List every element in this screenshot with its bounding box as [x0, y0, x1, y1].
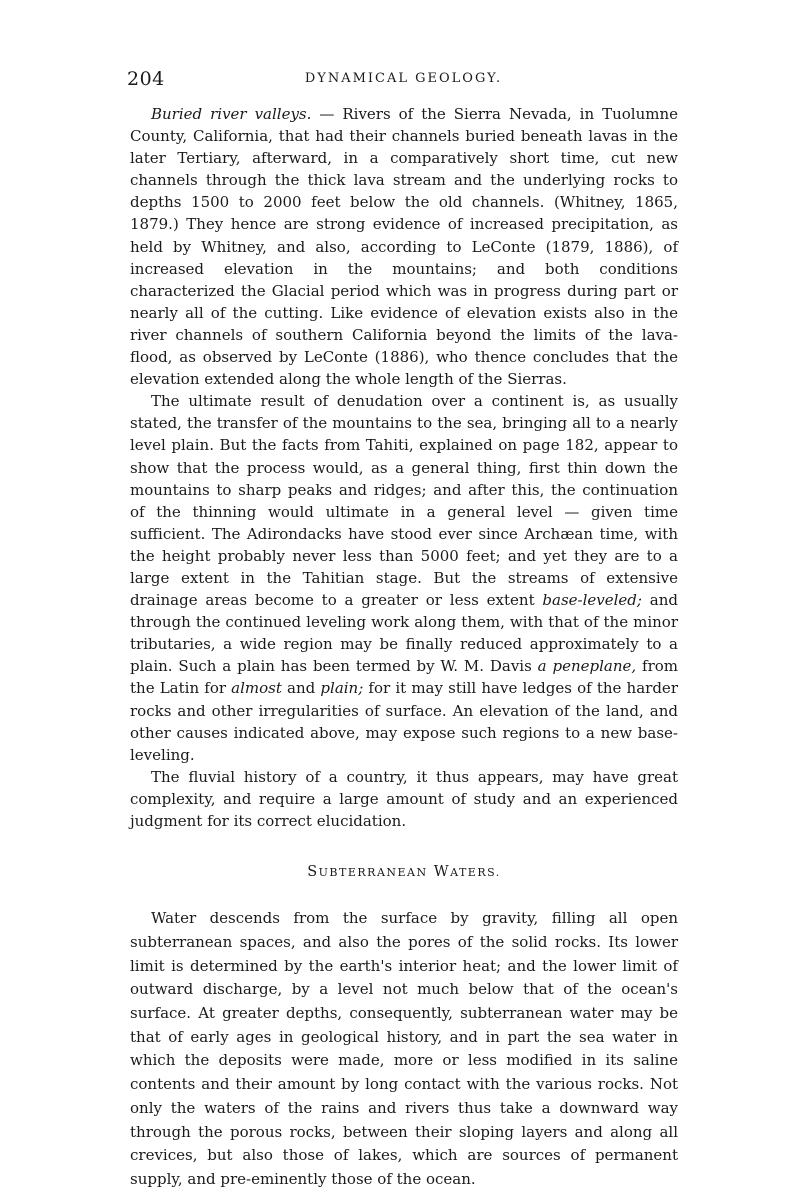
heading-letter: W	[433, 864, 451, 881]
paragraph-subterranean-waters: Water descends from the surface by gravity, filling all open subterranean spaces, and also the pores of the solid rocks. Its lower limit is determined by the earth's interior heat; and the lower limit of outward discharge, by a level not much below that of the ocean's surface. At greater depths, consequently, subterranean water may be that of early ages in geological history, and in part the sea water in which the deposits were made, more or less modified in its saline contents and their amount by long contact with the various rocks. Not only the waters of the rains and rivers thus take a downward way through the porous rocks, between their sloping layers and along all crevices, but also those of lakes, which are sources of permanent supply, and pre-eminently those of the ocean.	[130, 909, 678, 1188]
paragraph-text: The ultimate result of denudation over a continent is, as usually stated, the transfer of the mountains to the sea, bringing all to a nearly level plain. But the facts from Tahiti, explained on page 182, appear to show that the process would, as a general thing, first thin down the mountains to sharp peaks and ridges; and after this, the continuation of the thinning would ultimate in a general level — given time sufficient. The Adirondacks have stood ever since Archæan time, with the height probably never less than 5000 feet; and yet they are to a large extent in the Tahitian stage. But the streams of extensive drainage areas become to a greater or less extent	[130, 392, 678, 610]
paragraph-text: and	[281, 679, 321, 698]
heading-letter: S	[307, 864, 319, 881]
body-text	[130, 103, 678, 1192]
italic-term: base-leveled;	[542, 591, 642, 610]
heading-smallcaps: ATERS.	[450, 866, 501, 880]
italic-term: almost	[231, 679, 282, 698]
page-header	[127, 68, 680, 94]
running-head: DYNAMICAL GEOLOGY.	[304, 71, 503, 86]
paragraph-text: Rivers of the Sierra Nevada, in Tuolumne County, California, that had their channels buried beneath lavas in the later Tertiary, afterward, in a comparatively short time, cut new channels through the thick lava stream and the underlying rocks to depths 1500 to 2000 feet below the old channels. (Whitney, 1865, 1879.) They hence are strong evidence of increased precipitation, as held by Whitney, and also, according to LeConte (1879, 1886), of increased elevation in the mountains; and both conditions characterized the Glacial period which was in progress during part or nearly all of the cutting. Like evidence of elevation exists also in the river channels of southern California beyond the limits of the lava-flood, as observed by LeConte (1886), who thence concludes that the elevation extended along the whole length of the Sierras.	[130, 105, 679, 389]
paragraph-fluvial-history: The fluvial history of a country, it thus appears, may have great complexity, and require a large amount of study and an experienced judgment for its correct elucidation.	[130, 767, 678, 830]
paragraph-text: and through the continued leveling work along them, with that of the minor tributaries, a wide region may be finally reduced approximately to a plain. Such a plain has been termed by W. M. Davis	[130, 591, 678, 676]
page-number: 204	[127, 68, 165, 90]
paragraph-lead: Buried river valleys.	[151, 105, 312, 123]
paragraph-text: from the Latin for	[130, 657, 679, 698]
paragraph-dash: —	[311, 105, 343, 123]
paragraph-buried-river-valleys	[130, 103, 678, 390]
section-heading	[130, 861, 678, 884]
paragraph-denudation	[130, 390, 678, 766]
section-subterranean-waters	[130, 907, 678, 1191]
italic-term: a peneplane,	[537, 657, 637, 676]
paragraph-text: for it may still have ledges of the harder rocks and other irregularities of surface. An elevation of the land, and other causes indicated above, may expose such regions to a new base-leveling.	[130, 679, 678, 764]
italic-term: plain;	[320, 679, 364, 698]
heading-smallcaps: UBTERRANEAN	[318, 866, 428, 880]
